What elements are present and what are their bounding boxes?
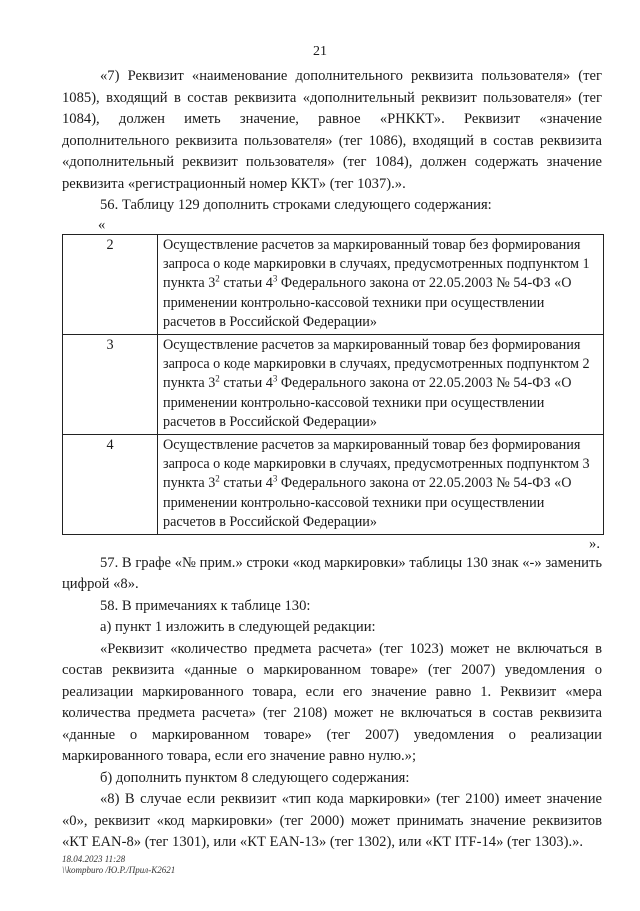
item-58b-text: «8) В случае если реквизит «тип кода маркировки» (тег 2100) имеет значение «0», реквизит «код маркировки» (тег 2000) может принимать значение реквизитов «КТ EAN-8» (тег 1301), или «КТ EAN-13» (тег 1302), или «КТ ITF-14» (тег 1303).». — [62, 791, 602, 851]
item-57: 57. В графе «№ прим.» строки «код маркировки» таблицы 130 знак «-» заменить цифрой «8». — [62, 554, 602, 593]
row-text-pre: Осуществление расчетов за маркированный товар без формирования запроса о коде маркировки в случаях, предусмотренных подпунктом 1 пункта 3 — [163, 236, 590, 292]
page-number: 21 — [313, 44, 327, 59]
row-text — [158, 234, 604, 334]
row-text — [158, 334, 604, 434]
row-text-sup1: 2 — [215, 373, 220, 384]
table-row — [63, 234, 604, 334]
row-number: 3 — [63, 334, 158, 434]
intro-paragraph: «7) Реквизит «наименование дополнительного реквизита пользователя» (тег 1085), входящий в состав реквизита «дополнительный реквизит пользователя» (тег 1084), должен иметь значение, равное «РНККТ». Реквизит «значение дополнительного реквизита пользователя» (тег 1086), входящий в состав реквизита «дополнительный реквизит пользователя» (тег 1084), должен содержать значение реквизита «регистрационный номер ККТ» (тег 1037).». — [62, 68, 602, 192]
item-58a: а) пункт 1 изложить в следующей редакции: — [100, 619, 376, 636]
item-58b: б) дополнить пунктом 8 следующего содержания: — [100, 769, 410, 786]
item-58a-text: «Реквизит «количество предмета расчета» (тег 1023) может не включаться в состав реквизита «данные о маркированном товаре» (тег 2007) уведомления о реализации маркированного товара, если его значение равно 1. Реквизит «мера количества предмета расчета» (тег 2108) может не включаться в состав реквизита «данные о маркированном товаре» (тег 2007) уведомления о реализации маркированного товара, если его значение равно нулю.»; — [62, 640, 602, 765]
quote-open: « — [98, 216, 106, 233]
table-body — [63, 234, 604, 534]
row-text-mid: статьи 4 — [219, 475, 273, 492]
table-row — [63, 334, 604, 434]
quote-close: ». — [589, 535, 600, 552]
footer-path: \\kompburo /Ю.Р./Прил-К2621 — [62, 865, 176, 875]
footer-date: 18.04.2023 11:28 — [62, 854, 126, 864]
row-text-mid: статьи 4 — [219, 375, 273, 392]
row-text-pre: Осуществление расчетов за маркированный товар без формирования запроса о коде маркировки в случаях, предусмотренных подпунктом 3 пункта 3 — [163, 436, 590, 492]
item-56: 56. Таблицу 129 дополнить строками следующего содержания: — [100, 197, 492, 213]
row-text-sup2: 3 — [272, 373, 278, 384]
row-number: 2 — [63, 234, 158, 334]
row-text-post: Федерального закона от 22.05.2003 № 54-ФЗ «О применении контрольно-кассовой техники при осуществлении расчетов в Российской Федерации» — [163, 375, 572, 431]
row-text-sup2: 3 — [272, 473, 278, 484]
item-58: 58. В примечаниях к таблице 130: — [100, 597, 311, 614]
row-text-post: Федерального закона от 22.05.2003 № 54-ФЗ «О применении контрольно-кассовой техники при осуществлении расчетов в Российской Федерации» — [163, 475, 572, 531]
row-text-post: Федерального закона от 22.05.2003 № 54-ФЗ «О применении контрольно-кассовой техники при осуществлении расчетов в Российской Федерации» — [163, 275, 572, 331]
document-body — [62, 66, 602, 854]
amendment-table — [62, 234, 604, 535]
row-text-pre: Осуществление расчетов за маркированный товар без формирования запроса о коде маркировки в случаях, предусмотренных подпунктом 2 пункта 3 — [163, 336, 590, 392]
row-text-sup1: 2 — [215, 473, 220, 484]
row-text-mid: статьи 4 — [219, 275, 273, 292]
row-text — [158, 434, 604, 534]
row-text-sup1: 2 — [215, 273, 220, 284]
footer — [62, 854, 175, 876]
row-text-sup2: 3 — [272, 273, 278, 284]
table-row — [63, 434, 604, 534]
row-number: 4 — [63, 434, 158, 534]
